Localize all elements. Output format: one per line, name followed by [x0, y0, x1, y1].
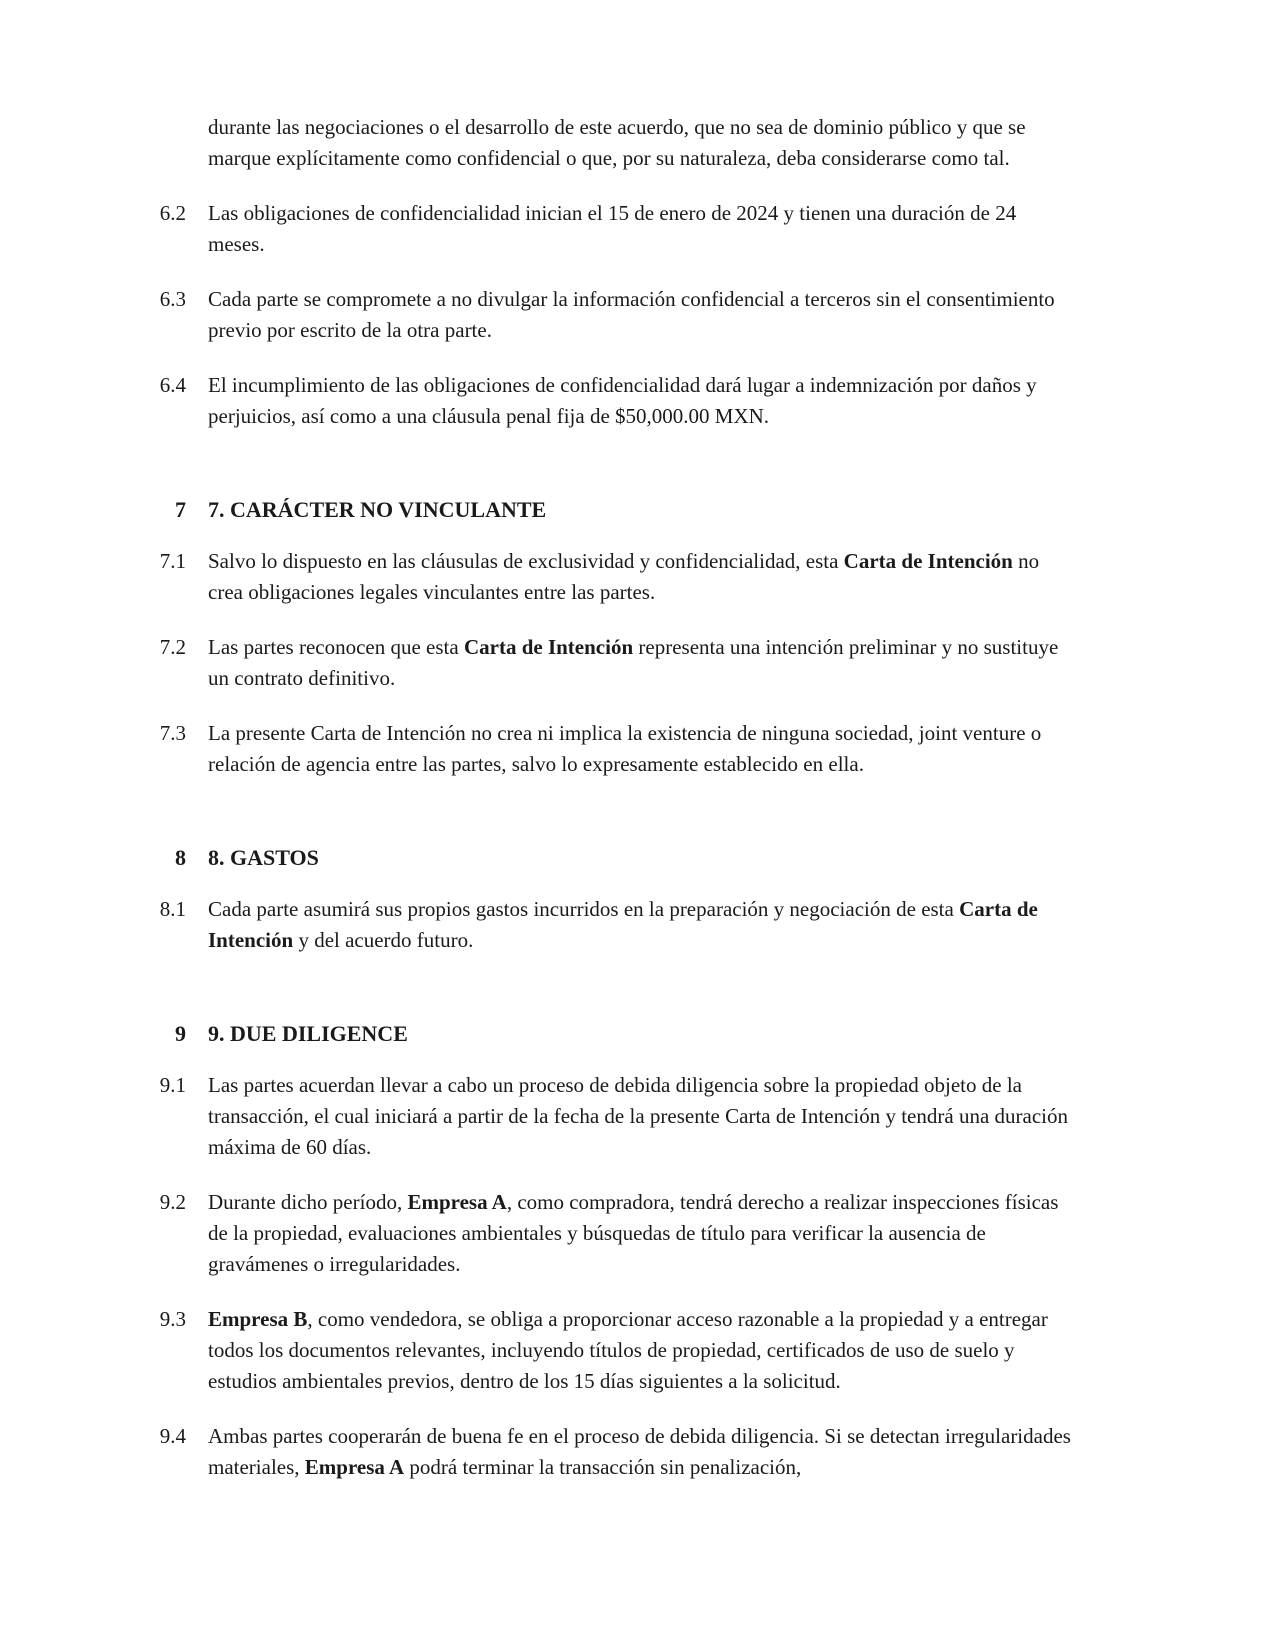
clause-6.2 [147, 198, 1078, 260]
bold-term: Empresa A [304, 1455, 405, 1479]
text-run: Las partes acuerdan llevar a cabo un proceso de debida diligencia sobre la propiedad objeto de la transacción, el cual iniciará a partir de la fecha de la presente Carta de Intención y tendrá una duración máxima de 60 días. [208, 1073, 1068, 1159]
clause-text [208, 1070, 1078, 1163]
clause-text [208, 198, 1078, 260]
document-content [147, 112, 1078, 1507]
clause-text [208, 546, 1078, 608]
text-run: Durante dicho período, [208, 1190, 408, 1214]
section-heading-9 [147, 1018, 1078, 1049]
clause-number: 9.2 [159, 1190, 186, 1214]
clause-number: 6.2 [159, 201, 186, 225]
clause-9.4 [147, 1421, 1078, 1483]
clause-8.1 [147, 894, 1078, 956]
clause-7.2 [147, 632, 1078, 694]
text-run: y del acuerdo futuro. [293, 928, 474, 952]
clause-text [208, 718, 1078, 780]
bold-term: Carta de Intención [843, 549, 1013, 573]
clause-number: 6.4 [159, 373, 186, 397]
bold-term: Empresa B [208, 1307, 308, 1331]
clause-number: 7.1 [159, 549, 186, 573]
clause-text [208, 894, 1078, 956]
clause-9.2 [147, 1187, 1078, 1280]
section-number: 7 [175, 497, 186, 522]
text-run: Las partes reconocen que esta [208, 635, 464, 659]
clause-text [208, 370, 1078, 432]
text-run: La presente Carta de Intención no crea ni implica la existencia de ninguna sociedad, joint venture o relación de agencia entre las partes, salvo lo expresamente establecido en ella. [208, 721, 1042, 776]
text-run: Cada parte se compromete a no divulgar la información confidencial a terceros sin el consentimiento previo por escrito de la otra parte. [208, 287, 1055, 342]
text-run: El incumplimiento de las obligaciones de confidencialidad dará lugar a indemnización por daños y perjuicios, así como a una cláusula penal fija de $50,000.00 MXN. [208, 373, 1037, 428]
clause-number: 6.3 [159, 287, 186, 311]
text-run: Ambas partes cooperarán de buena fe en el proceso de debida diligencia. Si se detectan irregularidades materiales, [208, 1424, 1071, 1479]
clause-6.3 [147, 284, 1078, 346]
section-title: 8. GASTOS [208, 845, 319, 870]
bold-term: Carta de Intención [208, 897, 1038, 952]
text-run: representa una intención preliminar y no sustituye un contrato definitivo. [208, 635, 1059, 690]
clause-text [208, 1304, 1078, 1397]
clause-text [208, 112, 1078, 174]
clause-text [208, 284, 1078, 346]
clause-number: 7.3 [159, 721, 186, 745]
section-number: 9 [175, 1021, 186, 1046]
clause-6.4 [147, 370, 1078, 432]
text-run: Las obligaciones de confidencialidad inician el 15 de enero de 2024 y tienen una duración de 24 meses. [208, 201, 1017, 256]
clause-text [208, 1421, 1078, 1483]
text-run: Cada parte asumirá sus propios gastos incurridos en la preparación y negociación de esta [208, 897, 960, 921]
section-title: 7. CARÁCTER NO VINCULANTE [208, 497, 547, 522]
clause-number: 9.4 [159, 1424, 186, 1448]
bold-term: Carta de Intención [463, 635, 634, 659]
text-run: no crea obligaciones legales vinculantes entre las partes. [208, 549, 1040, 604]
text-run: podrá terminar la transacción sin penalización, [404, 1455, 802, 1479]
clause-number: 9.3 [159, 1307, 186, 1331]
clause-7.1 [147, 546, 1078, 608]
clause-9.1 [147, 1070, 1078, 1163]
text-run: durante las negociaciones o el desarrollo de este acuerdo, que no sea de dominio público y que se marque explícitamente como confidencial o que, por su naturaleza, deba considerarse como tal. [208, 115, 1026, 170]
clause-number: 7.2 [159, 635, 186, 659]
clause-number: 8.1 [159, 897, 186, 921]
clause-text [208, 1187, 1078, 1280]
section-heading-7 [147, 494, 1078, 525]
clause-text [208, 632, 1078, 694]
clause-number: 9.1 [159, 1073, 186, 1097]
section-number: 8 [175, 845, 186, 870]
clause-7.3 [147, 718, 1078, 780]
text-run: Salvo lo dispuesto en las cláusulas de exclusividad y confidencialidad, esta [208, 549, 844, 573]
text-run: , como compradora, tendrá derecho a realizar inspecciones físicas de la propiedad, evaluaciones ambientales y búsquedas de título para verificar la ausencia de gravámenes o irregularidades. [208, 1190, 1059, 1276]
bold-term: Empresa A [407, 1190, 507, 1214]
paragraph-continuation [147, 112, 1078, 174]
section-title: 9. DUE DILIGENCE [208, 1021, 408, 1046]
section-heading-8 [147, 842, 1078, 873]
clause-9.3 [147, 1304, 1078, 1397]
text-run: , como vendedora, se obliga a proporcionar acceso razonable a la propiedad y a entregar todos los documentos relevantes, incluyendo títulos de propiedad, certificados de uso de suelo y estudios ambientales previos, dentro de los 15 días siguientes a la solicitud. [208, 1307, 1048, 1393]
